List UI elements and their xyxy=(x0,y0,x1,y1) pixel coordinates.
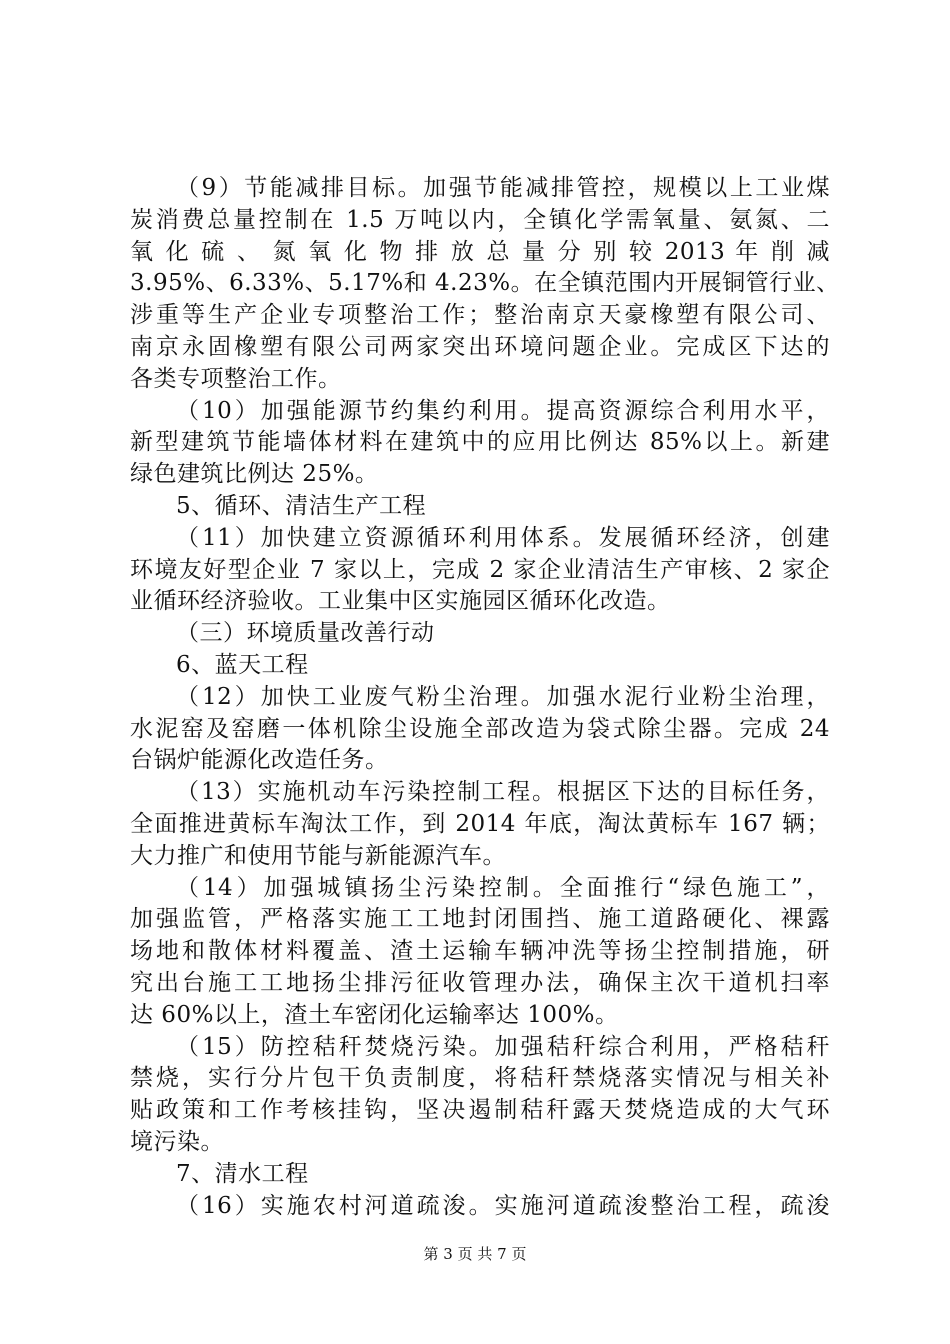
text-line: 贴政策和工作考核挂钩，坚决遏制秸秆露天焚烧造成的大气环 xyxy=(130,1097,830,1124)
paragraph-energy-saving xyxy=(130,396,830,491)
text-line: 涉重等生产企业专项整治工作；整治南京天豪橡塑有限公司、 xyxy=(130,302,830,329)
text-line: 禁烧，实行分片包干负责制度，将秸秆禁烧落实情况与相关补 xyxy=(130,1065,830,1092)
text-line: 南京永固橡塑有限公司两家突出环境问题企业。完成区下达的 xyxy=(130,333,830,360)
section-heading-clean-water: 7、清水工程 xyxy=(176,1160,309,1187)
section-heading-blue-sky: 6、蓝天工程 xyxy=(176,651,309,678)
text-line: 氧 化 硫 、 氮 氧 化 物 排 放 总 量 分 别 较 2013 年 削 减 xyxy=(130,238,830,265)
text-line: 各类专项整治工作。 xyxy=(130,365,342,392)
text-line: （16）实施农村河道疏浚。实施河道疏浚整治工程，疏浚 xyxy=(176,1192,830,1219)
text-line: 环境友好型企业 7 家以上，完成 2 家企业清洁生产审核、2 家企 xyxy=(130,556,830,583)
paragraph-industrial-dust xyxy=(130,682,830,777)
text-line: 加强监管，严格落实施工工地封闭围挡、施工道路硬化、裸露 xyxy=(130,906,830,933)
paragraph-energy-target xyxy=(130,173,840,396)
text-line: （9）节能减排目标。加强节能减排管控，规模以上工业煤 xyxy=(176,175,830,201)
text-line: 全面推进黄标车淘汰工作，到 2014 年底，淘汰黄标车 167 辆； xyxy=(130,810,830,837)
text-line: （12）加快工业废气粉尘治理。加强水泥行业粉尘治理， xyxy=(176,683,830,710)
page-number-footer: 第 3 页 共 7 页 xyxy=(423,1245,527,1263)
text-line: 大力推广和使用节能与新能源汽车。 xyxy=(130,842,506,869)
text-line: 台锅炉能源化改造任务。 xyxy=(130,747,389,774)
document-body xyxy=(130,173,840,1222)
text-line: 3.95%、6.33%、5.17%和 4.23%。在全镇范围内开展铜管行业、 xyxy=(130,270,840,297)
text-line: 境污染。 xyxy=(130,1128,224,1155)
section-heading-recycling: 5、循环、清洁生产工程 xyxy=(176,492,427,519)
section-heading-environment-quality: （三）环境质量改善行动 xyxy=(176,620,435,647)
text-line: 业循环经济验收。工业集中区实施园区循环化改造。 xyxy=(130,588,671,615)
paragraph-river-dredging xyxy=(130,1191,830,1223)
text-line: 达 60%以上，渣土车密闭化运输率达 100%。 xyxy=(130,1001,619,1028)
text-line: 炭消费总量控制在 1.5 万吨以内，全镇化学需氧量、氨氮、二 xyxy=(130,206,830,233)
paragraph-straw-burning xyxy=(130,1032,830,1159)
text-line: 水泥窑及窑磨一体机除尘设施全部改造为袋式除尘器。完成 24 xyxy=(130,715,830,742)
text-line: （13）实施机动车污染控制工程。根据区下达的目标任务， xyxy=(176,779,830,806)
text-line: 绿色建筑比例达 25%。 xyxy=(130,461,379,488)
paragraph-urban-dust xyxy=(130,873,830,1032)
text-line: 究出台施工工地扬尘排污征收管理办法，确保主次干道机扫率 xyxy=(130,969,830,996)
text-line: （10）加强能源节约集约利用。提高资源综合利用水平， xyxy=(176,397,830,424)
text-line: 场地和散体材料覆盖、渣土运输车辆冲洗等扬尘控制措施，研 xyxy=(130,938,830,965)
paragraph-recycling-system xyxy=(130,523,830,618)
paragraph-vehicle-pollution xyxy=(130,777,830,872)
text-line: （11）加快建立资源循环利用体系。发展循环经济，创建 xyxy=(176,524,830,551)
text-line: 新型建筑节能墙体材料在建筑中的应用比例达 85%以上。新建 xyxy=(130,429,830,456)
text-line: （15）防控秸秆焚烧污染。加强秸秆综合利用，严格秸秆 xyxy=(176,1033,830,1060)
text-line: （14）加强城镇扬尘污染控制。全面推行“绿色施工”， xyxy=(176,874,830,901)
